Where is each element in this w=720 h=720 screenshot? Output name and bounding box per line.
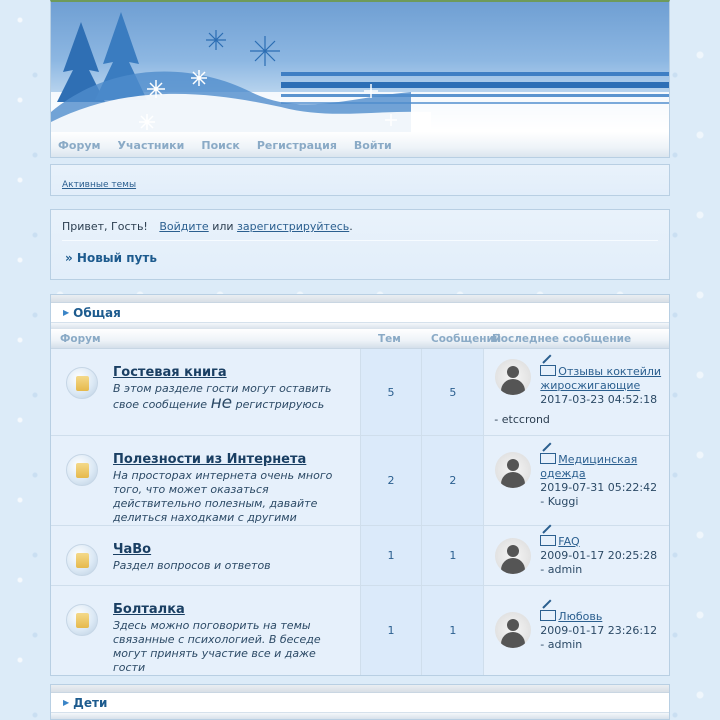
forum-row — [51, 526, 669, 586]
category-title[interactable] — [51, 693, 669, 713]
category-kids — [50, 684, 670, 720]
category-title[interactable] — [51, 303, 669, 323]
welcome-box — [50, 209, 670, 280]
last-post-title[interactable]: FAQ — [558, 534, 580, 548]
forum-description: На просторах интернета очень много того, что может оказаться действительно полезным, давайте делиться находками с другими — [113, 469, 333, 524]
table-header — [51, 329, 669, 349]
header-topics: Тем — [378, 333, 401, 345]
site-header — [50, 0, 670, 158]
forum-title[interactable]: Гостевая книга — [113, 365, 227, 380]
forum-title[interactable]: Полезности из Интернета — [113, 452, 307, 467]
triangle-right-icon: ▶ — [63, 698, 70, 707]
last-post — [484, 526, 669, 585]
last-post-author: - etccrond — [494, 413, 550, 426]
nav-login[interactable]: Войти — [353, 138, 392, 152]
posts-count: 1 — [422, 526, 484, 585]
active-topics-link[interactable]: Активные темы — [62, 180, 137, 190]
forum-row — [51, 349, 669, 436]
topics-count: 2 — [361, 436, 423, 525]
greeting-text: Привет, Гость! — [62, 220, 148, 233]
welcome-line — [62, 220, 658, 233]
last-post-author: - Kuggi — [540, 494, 579, 508]
nav-members[interactable]: Участники — [117, 138, 185, 152]
forum-title[interactable]: ЧаВо — [113, 542, 152, 557]
posts-count: 1 — [422, 586, 484, 675]
main-nav — [51, 132, 669, 158]
last-post-author: - admin — [540, 637, 583, 651]
login-link[interactable]: Войдите — [159, 220, 209, 233]
category-title-text: Дети — [73, 695, 108, 710]
post-edit-icon — [540, 535, 556, 546]
header-last-post: Последнее сообщение — [492, 333, 632, 345]
category-general — [50, 294, 670, 676]
header-posts: Сообщений — [431, 333, 502, 345]
triangle-right-icon: ▶ — [63, 308, 70, 317]
topics-count: 5 — [361, 349, 423, 435]
last-post-author: - admin — [540, 562, 583, 576]
forum-description: Раздел вопросов и ответов — [113, 559, 271, 572]
last-post-title[interactable]: Отзывы коктейли жиросжигающие — [540, 365, 662, 392]
last-post-time: 2017-03-23 04:52:18 — [540, 393, 658, 406]
posts-count: 5 — [422, 349, 484, 435]
nav-forum[interactable]: Форум — [58, 138, 101, 152]
avatar — [495, 452, 531, 488]
last-post-title[interactable]: Любовь — [558, 609, 603, 623]
last-post-time: 2009-01-17 20:25:28 — [540, 548, 658, 562]
last-post-time: 2009-01-17 23:26:12 — [540, 623, 658, 637]
post-edit-icon — [540, 365, 556, 376]
last-post — [484, 436, 669, 525]
post-edit-icon — [540, 453, 556, 464]
register-link[interactable]: зарегистрируйтесь — [237, 220, 350, 233]
divider — [62, 240, 658, 241]
topics-count: 1 — [361, 586, 423, 675]
period-text: . — [349, 220, 353, 233]
last-post — [484, 586, 669, 675]
avatar — [495, 612, 531, 648]
forum-folder-icon — [66, 604, 98, 636]
topics-count: 1 — [361, 526, 423, 585]
active-topics-box — [50, 164, 670, 196]
forum-title[interactable]: Болталка — [113, 602, 185, 617]
nav-register[interactable]: Регистрация — [256, 138, 337, 152]
header-forum: Форум — [60, 333, 101, 345]
banner-illustration — [51, 2, 669, 132]
nav-search[interactable]: Поиск — [201, 138, 240, 152]
avatar — [495, 359, 531, 395]
new-path-link[interactable]: » Новый путь — [65, 251, 157, 265]
posts-count: 2 — [422, 436, 484, 525]
forum-row — [51, 586, 669, 675]
forum-row — [51, 436, 669, 526]
avatar — [495, 538, 531, 574]
forum-folder-icon — [66, 367, 98, 399]
last-post-title[interactable]: Медицинская одежда — [540, 452, 638, 480]
forum-folder-icon — [66, 544, 98, 576]
category-title-text: Общая — [73, 305, 121, 320]
forum-folder-icon — [66, 454, 98, 486]
last-post — [484, 349, 669, 435]
or-text: или — [212, 220, 234, 233]
forum-description: В этом разделе гости могут оставить свое сообщение не регистрируюсь — [113, 382, 332, 413]
winter-banner — [51, 2, 669, 132]
post-edit-icon — [540, 610, 556, 621]
last-post-time: 2019-07-31 05:22:42 — [540, 480, 658, 494]
forum-description: Здесь можно поговорить на темы связанные с психологией. В беседе могут принять участие все и даже гости — [113, 619, 321, 674]
